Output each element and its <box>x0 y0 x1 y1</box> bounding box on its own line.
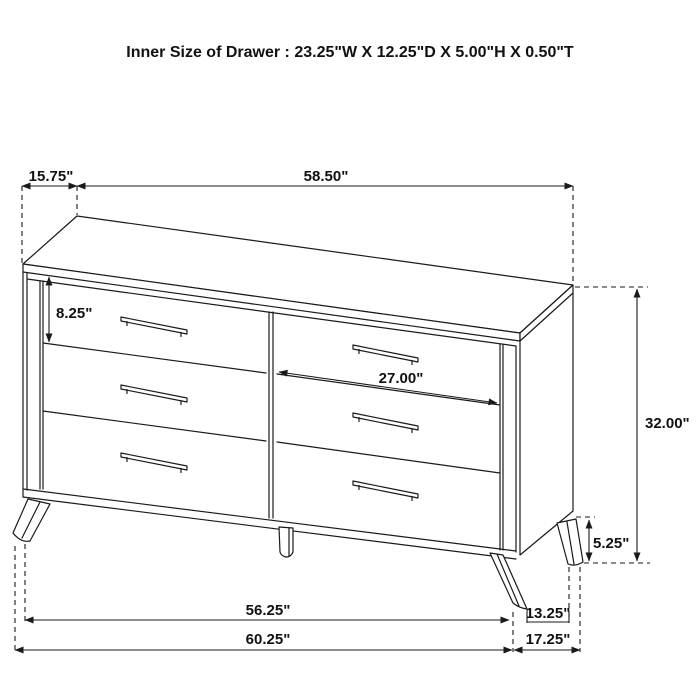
label-overall-depth: 17.25" <box>525 631 571 648</box>
page-title: Inner Size of Drawer : 23.25"W X 12.25"D X 5.00"H X 0.50"T <box>126 44 574 61</box>
center-leg <box>279 527 293 557</box>
label-top-depth: 15.75" <box>28 168 74 185</box>
handle-right-top <box>353 345 418 365</box>
handle-left-middle <box>121 385 187 405</box>
top-surface <box>23 216 573 333</box>
label-top-width: 58.50" <box>303 168 349 185</box>
handle-left-bottom <box>121 453 187 473</box>
dresser-top <box>23 216 573 341</box>
label-drawer-height: 8.25" <box>56 305 93 322</box>
label-overall-width: 60.25" <box>245 631 291 648</box>
divider-right-2 <box>277 442 500 473</box>
label-drawer-width: 27.00" <box>378 370 424 387</box>
front-left-leg <box>13 499 50 541</box>
handle-left-top <box>121 317 187 337</box>
label-base-span: 56.25" <box>245 602 291 619</box>
label-overall-height: 32.00" <box>645 415 690 432</box>
divider-left-2 <box>43 411 266 441</box>
legs <box>13 499 583 609</box>
back-right-leg <box>557 519 583 565</box>
handle-right-bottom <box>353 481 418 501</box>
handle-right-middle <box>353 413 418 433</box>
divider-left-1 <box>43 343 266 373</box>
dresser-drawing <box>13 216 583 609</box>
front-right-leg <box>490 553 527 609</box>
label-leg-span-depth: 13.25" <box>525 605 571 622</box>
label-leg-height: 5.25" <box>593 535 630 552</box>
